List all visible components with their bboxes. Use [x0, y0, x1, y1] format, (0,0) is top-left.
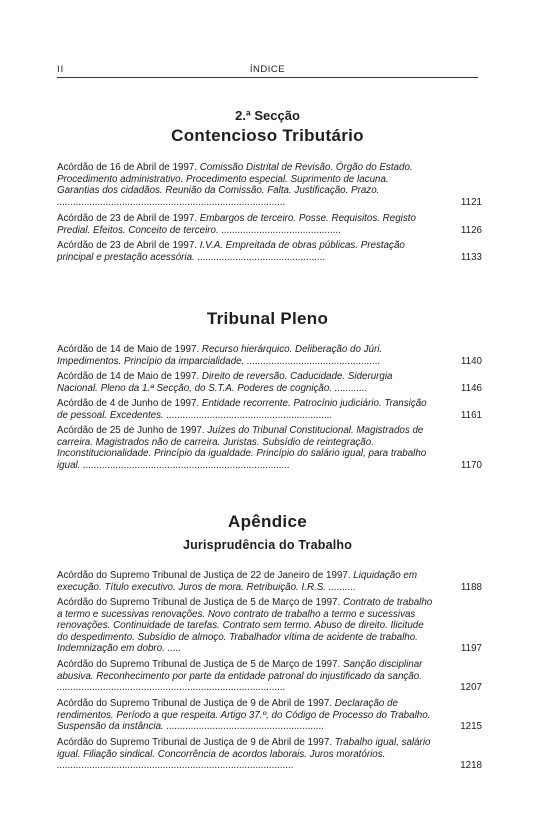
- entry-page: 1133: [460, 251, 482, 263]
- entry-text: Contrato de trabalho a termo e sucessivas renovações. Novo contrato de trabalho a termo e sucessivas renovações. Continuidade de tarefas. Contrato sem termo. Abuso de direito. Ilicitude do despedimento. Subsídio de almoço. Trabalhador vítima de acidente de trabalho. Indemnização em dobro. .....: [57, 597, 433, 655]
- entry-page: 1161: [460, 409, 482, 421]
- toc-entry: [57, 162, 482, 208]
- entry-page: 1207: [460, 682, 482, 694]
- toc-entry: [57, 213, 482, 236]
- section-title: Tribunal Pleno: [206, 309, 329, 328]
- toc-entry: [57, 659, 482, 694]
- header-rule: [57, 77, 478, 78]
- section-subtitle: Jurisprudência do Trabalho: [182, 538, 353, 552]
- entry-page: 1197: [460, 643, 482, 655]
- entry-text: Direito de reversão. Caducidade. Siderurgia Nacional. Pleno da 1.ª Secção, do S.T.A. Poderes de cognição. ............: [57, 371, 393, 394]
- section-title: Contencioso Tributário: [171, 126, 364, 145]
- entry-page: 1146: [460, 382, 482, 394]
- entry-page: 1188: [460, 581, 482, 593]
- entry-page: 1121: [460, 196, 482, 208]
- entry-page: 1126: [460, 224, 482, 236]
- entry-lead: Acórdão de 23 de Abril de 1997.: [57, 213, 197, 224]
- toc-entry: [57, 425, 482, 471]
- entry-text: Juízes do Tribunal Constitucional. Magistrados de carreira. Magistrados não de carreira. Juristas. Subsídio de reintegração. Inconstitucionalidade. Princípio da igualdade. Princípio do salário igual, para trabalho igual. ............................................................................: [57, 425, 427, 471]
- entry-text: Recurso hierárquico. Deliberação do Júri. Impedimentos. Princípio da imparcialidade. .................................................: [57, 344, 383, 367]
- toc-entry: [57, 371, 482, 394]
- entry-text: Embargos de terceiro. Posse. Requisitos. Registo Predial. Efeitos. Conceito de terceiro. ............................................: [57, 213, 416, 236]
- entry-lead: Acórdão do Supremo Tribunal de Justiça de 5 de Março de 1997.: [57, 659, 341, 670]
- section-subtitle: 2.ª Secção: [235, 108, 300, 123]
- entry-page: 1170: [460, 459, 482, 471]
- entry-page: 1140: [460, 355, 482, 367]
- entry-text: Trabalho igual, salário igual. Filiação sindical. Concorrência de acordos laborais. Juros moratórios. .......................................................................................: [57, 737, 431, 772]
- entry-text: Sanção disciplinar abusiva. Reconhecimento por parte da entidade patronal do injustificado da sanção. ....................................................................................: [57, 659, 423, 694]
- toc-entry: [57, 344, 482, 367]
- running-title: ÍNDICE: [249, 64, 286, 75]
- entry-page: 1215: [460, 721, 482, 733]
- entry-lead: Acórdão do Supremo Tribunal de Justiça de 9 de Abril de 1997.: [57, 737, 333, 748]
- entry-text: Liquidação em execução. Título executivo. Juros de mora. Retribuição. I.R.S. ..........: [57, 570, 418, 593]
- entry-text: Entidade recorrente. Patrocínio judiciário. Transição de pessoal. Excedentes. .............................................................: [57, 398, 427, 421]
- toc-entry: [57, 737, 482, 772]
- entry-lead: Acórdão de 4 de Junho de 1997.: [57, 398, 200, 409]
- entry-text: Comissão Distrital de Revisão. Órgão do Estado. Procedimento administrativo. Procedimento especial. Suprimento de lacuna. Garantias dos cidadãos. Reunião da Comissão. Falta. Justificação. Prazo. ....................................................................................: [57, 162, 413, 208]
- entry-page: 1218: [460, 760, 482, 772]
- entry-lead: Acórdão de 16 de Abril de 1997.: [57, 162, 197, 173]
- toc-entry: [57, 597, 482, 655]
- toc-entry: [57, 570, 482, 593]
- toc-entry: [57, 398, 482, 421]
- entry-text: I.V.A. Empreitada de obras públicas. Prestação principal e prestação acessória. ...............................................: [57, 240, 405, 263]
- page-number: II: [57, 64, 65, 75]
- section-title: Apêndice: [228, 512, 307, 531]
- toc-entry: [57, 240, 482, 263]
- entry-lead: Acórdão do Supremo Tribunal de Justiça de 22 de Janeiro de 1997.: [57, 570, 351, 581]
- entry-lead: Acórdão do Supremo Tribunal de Justiça de 9 de Abril de 1997.: [57, 698, 333, 709]
- entry-lead: Acórdão de 14 de Maio de 1997.: [57, 344, 200, 355]
- toc-entry: [57, 698, 482, 733]
- entry-text: Declaração de rendimentos. Período a que respeita. Artigo 37.º, do Código de Processo do Trabalho. Suspensão da instância. ..........................................................: [57, 698, 431, 733]
- entry-lead: Acórdão de 23 de Abril de 1997.: [57, 240, 197, 251]
- entry-lead: Acórdão do Supremo Tribunal de Justiça de 5 de Março de 1997.: [57, 597, 341, 608]
- entry-lead: Acórdão de 25 de Junho de 1997.: [57, 425, 205, 436]
- entry-lead: Acórdão de 14 de Maio de 1997.: [57, 371, 200, 382]
